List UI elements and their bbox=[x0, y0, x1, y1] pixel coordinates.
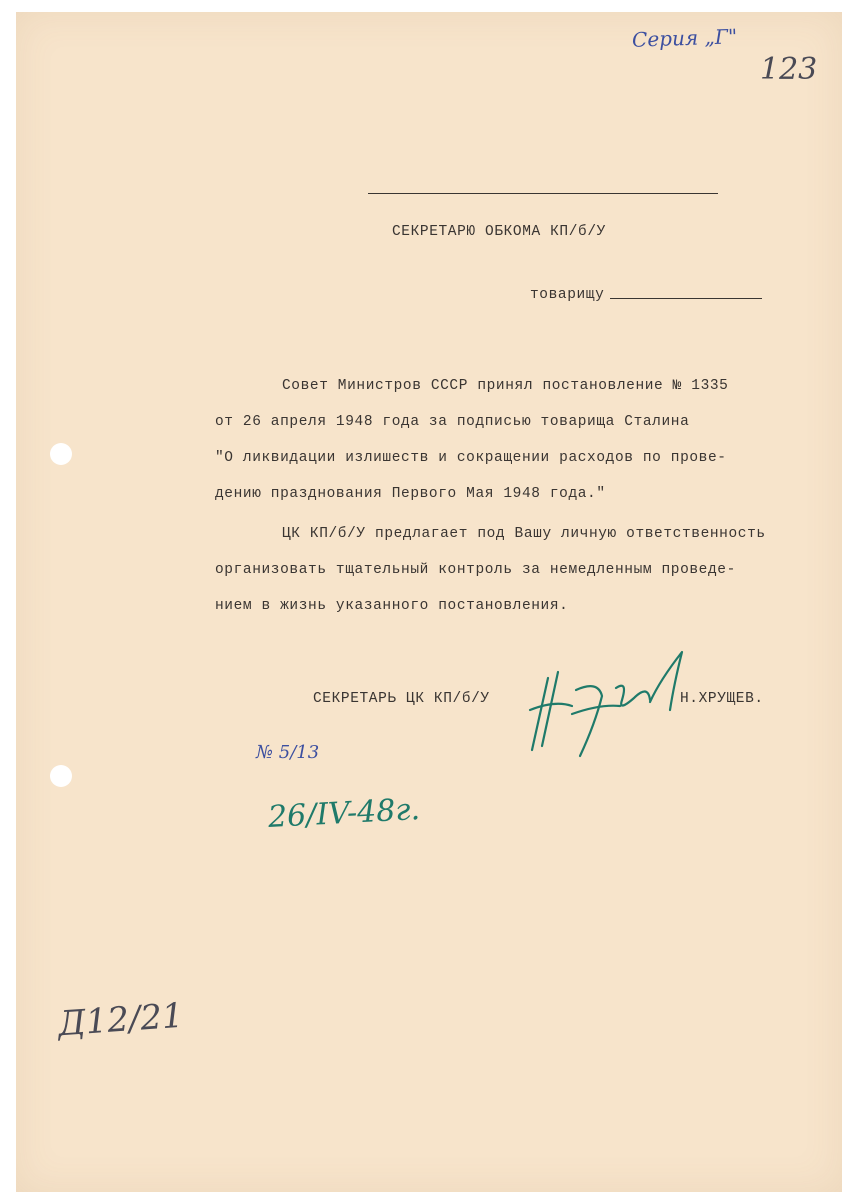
body-line: "О ликвидации излишеств и сокращении расходов по прове- bbox=[215, 450, 727, 466]
body-line: Совет Министров СССР принял постановление № 1335 bbox=[282, 378, 729, 394]
comrade-label: товарищу bbox=[530, 287, 605, 303]
body-line: нием в жизнь указанного постановления. bbox=[215, 598, 569, 614]
body-line: ЦК КП/б/У предлагает под Вашу личную ответственность bbox=[282, 526, 766, 542]
series-annotation: Серия „Г" bbox=[631, 24, 738, 52]
name-blank bbox=[610, 298, 762, 299]
registration-date: 26/IV-48г. bbox=[267, 792, 421, 835]
registration-number: № 5/13 bbox=[256, 742, 320, 763]
page-number: 123 bbox=[760, 52, 818, 87]
page-edge-tear bbox=[0, 345, 14, 395]
punch-hole bbox=[50, 443, 72, 465]
body-line: дению празднования Первого Мая 1948 года." bbox=[215, 486, 606, 502]
body-line: организовать тщательный контроль за немедленным проведе- bbox=[215, 562, 736, 578]
page-edge-tear bbox=[0, 200, 14, 230]
top-rule bbox=[368, 193, 718, 194]
signatory-name: Н.ХРУЩЕВ. bbox=[680, 691, 764, 707]
body-line: от 26 апреля 1948 года за подписью товарища Сталина bbox=[215, 414, 690, 430]
punch-hole bbox=[50, 765, 72, 787]
archive-mark: Д12/21 bbox=[56, 995, 185, 1045]
page-edge-tear bbox=[0, 1075, 14, 1099]
handwritten-signature bbox=[510, 640, 700, 765]
addressee: СЕКРЕТАРЮ ОБКОМА КП/б/У bbox=[392, 224, 606, 240]
signatory-title: СЕКРЕТАРЬ ЦК КП/б/У bbox=[313, 691, 490, 707]
